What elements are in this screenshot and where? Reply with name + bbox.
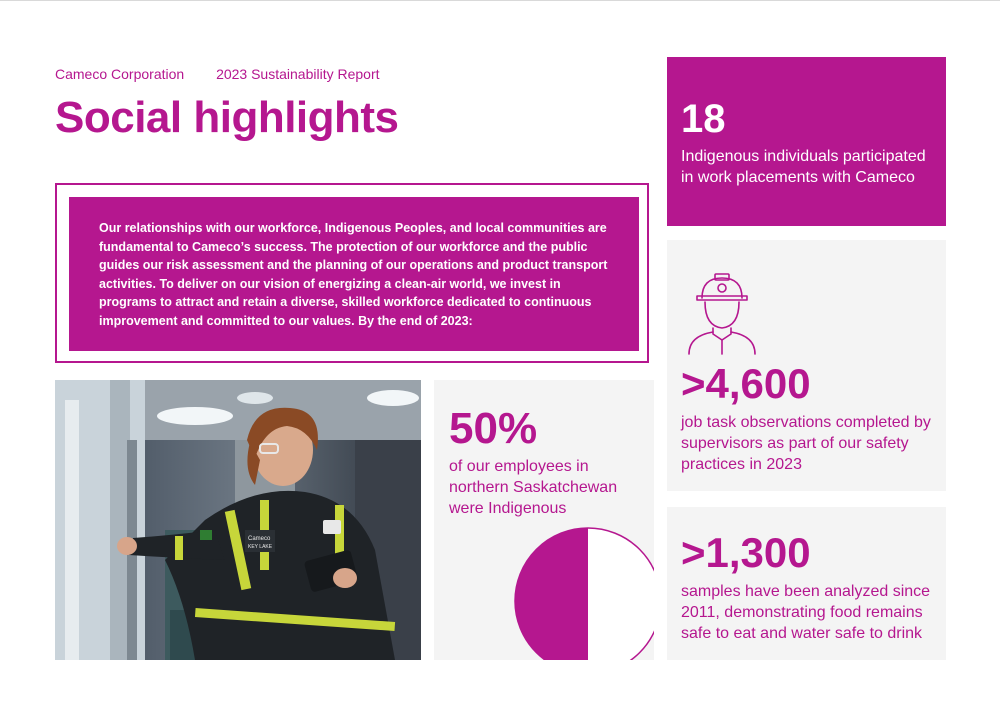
top-rule (0, 0, 1000, 1)
worker-helmet-icon (685, 270, 761, 356)
intro-frame (55, 183, 649, 363)
patch-text-2: KEY LAKE (248, 544, 273, 550)
report-name: 2023 Sustainability Report (216, 66, 380, 82)
job-observations-label: job task observations completed by supervisors as part of our safety practices in 2023 (681, 414, 931, 473)
samples-card (667, 507, 946, 660)
worker-photo (55, 380, 421, 660)
job-observations-card (667, 240, 946, 491)
indigenous-employees-card (434, 380, 654, 660)
indigenous-employees-value: 50% (449, 404, 538, 453)
intro-text: Our relationships with our workforce, Indigenous Peoples, and local communities are fundamental to Cameco’s success. The protection of our workforce and the public guides our risk assessment and the planning of our operations and product transport activities. To deliver on our vision of energizing a clean-air world, we invest in programs to attract and retain a diverse, skilled workforce dedicated to continuous improvement and committed to our values. By the end of 2023: (99, 221, 608, 328)
work-placements-value: 18 (681, 97, 726, 141)
work-placements-card (667, 57, 946, 226)
patch-text-1: Cameco (248, 536, 271, 542)
company-name: Cameco Corporation (55, 66, 185, 82)
page-header (55, 66, 408, 82)
page-title: Social highlights (55, 93, 399, 142)
samples-label: samples have been analyzed since 2011, demonstrating food remains safe to eat and water safe to drink (681, 583, 931, 642)
work-placements-label: Indigenous individuals participated in work placements with Cameco (681, 148, 926, 186)
job-observations-value: >4,600 (681, 360, 811, 407)
samples-value: >1,300 (681, 529, 811, 576)
worker-photo-illustration (55, 380, 421, 660)
intro-box (69, 197, 639, 351)
indigenous-employees-pie (513, 526, 654, 660)
indigenous-employees-label: of our employees in northern Saskatchewan were Indigenous (449, 458, 618, 517)
